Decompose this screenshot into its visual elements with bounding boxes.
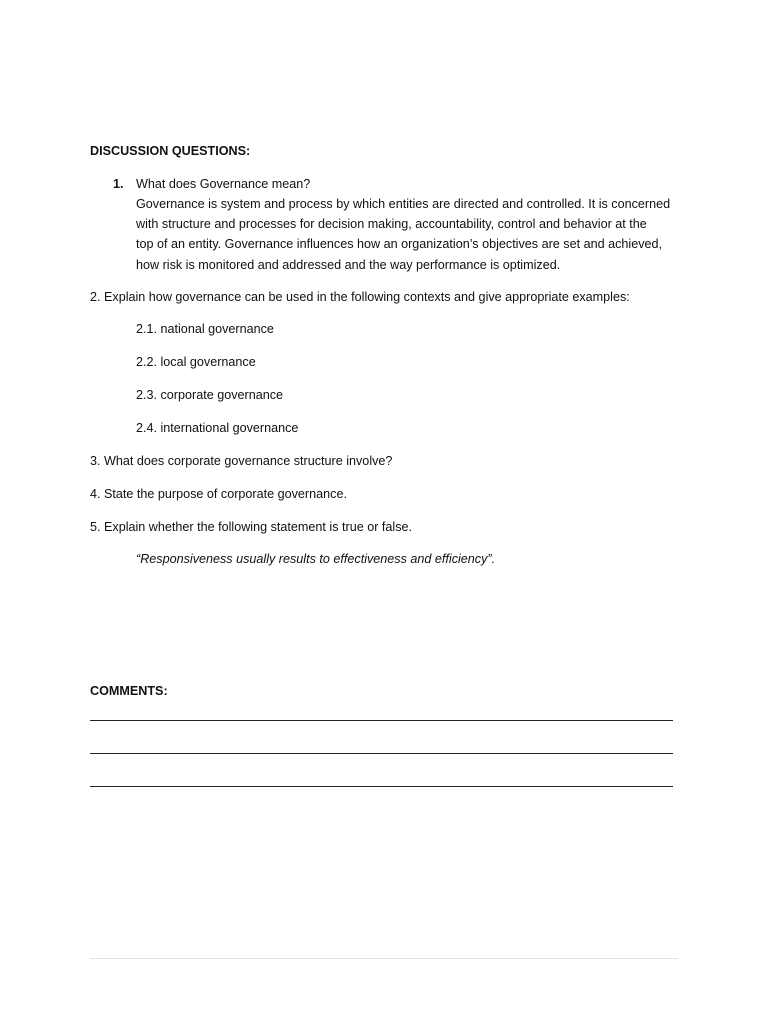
comment-line [90,786,673,787]
section-heading-comments: COMMENTS: [90,684,168,698]
footer-divider [90,958,678,959]
comment-line [90,720,673,721]
comment-line [90,753,673,754]
q1-question: What does Governance mean? [136,177,311,191]
q1-answer-line: Governance is system and process by which entities are directed and controlled. It is concerned [136,197,671,211]
q1-answer-line: with structure and processes for decision making, accountability, control and behavior at the [136,217,647,231]
q2-item-corporate: 2.3. corporate governance [136,388,284,402]
q3-question: 3. What does corporate governance structure involve? [90,454,393,468]
q2-question: 2. Explain how governance can be used in the following contexts and give appropriate examples: [90,290,630,304]
q2-item-local: 2.2. local governance [136,355,256,369]
q1-number: 1. [113,177,124,191]
q2-item-national: 2.1. national governance [136,322,274,336]
q5-question: 5. Explain whether the following statement is true or false. [90,520,413,534]
q2-item-international: 2.4. international governance [136,421,299,435]
q5-statement: “Responsiveness usually results to effectiveness and efficiency”. [136,552,496,566]
q4-question: 4. State the purpose of corporate governance. [90,487,347,501]
q1-answer-line: how risk is monitored and addressed and the way performance is optimized. [136,258,561,272]
q1-answer-line: top of an entity. Governance influences how an organization’s objectives are set and achieved, [136,237,663,251]
section-heading-discussion: DISCUSSION QUESTIONS: [90,144,251,158]
